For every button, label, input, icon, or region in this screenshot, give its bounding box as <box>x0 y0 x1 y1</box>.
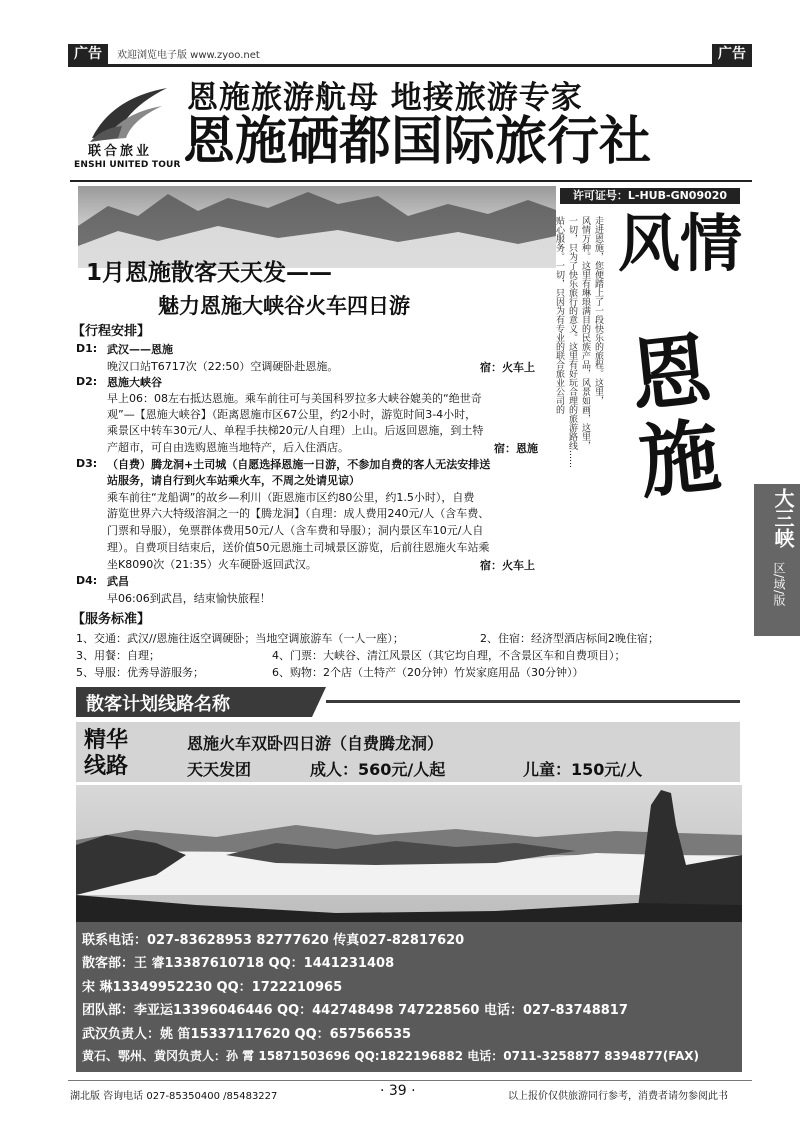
service-item: 2、住宿：经济型酒店标间2晚住宿； <box>480 632 659 645</box>
day-3-label: D3: <box>76 457 98 470</box>
footer-left-text: 湖北版 咨询电话 027-85350400 /85483227 <box>70 1091 278 1102</box>
calligraphy-line-1: 风情 <box>617 207 742 280</box>
day-2-title: 恩施大峡谷 <box>107 376 162 389</box>
day-2-stay: 宿：恩施 <box>494 442 538 455</box>
footer-right-text: 以上报价仅供旅游同行参考，消费者请勿参阅此书 <box>508 1091 728 1102</box>
day-3-line: 门票和导服），免票群体费用50元/人（含车费和导服）；洞内景区车10元/人自 <box>107 524 484 537</box>
day-3-line: 游览世界六大特级溶洞之一的【腾龙洞】（自理：成人费用240元/人（含车费、 <box>107 507 490 520</box>
contact-line: 武汉负责人：姚 笛15337117620 QQ：657566535 <box>82 1027 412 1042</box>
header-rule <box>70 180 752 182</box>
day-3-line: 乘车前往“龙船调”的故乡—利川（距恩施市区约80公里，约1.5小时），自费 <box>107 491 475 504</box>
route-schedule: 天天发团 <box>187 760 252 779</box>
day-1-label: D1: <box>76 342 98 355</box>
adult-price: 成人：560元/人起 <box>310 760 446 779</box>
promo-title: 1月恩施散客天天发—— <box>86 260 333 286</box>
day-1-title: 武汉——恩施 <box>107 343 173 356</box>
day-2-label: D2: <box>76 375 98 388</box>
day-4-label: D4: <box>76 574 98 587</box>
service-item: 4、门票：大峡谷、清江风景区（其它均自理，不含景区车和自费项目）； <box>272 649 626 662</box>
contact-line: 宋 琳13349952230 QQ：1722210965 <box>82 980 343 995</box>
day-2-line: 观”—【恩施大峡谷】（距离恩施市区67公里，约2小时，游览时间3-4小时， <box>107 408 477 421</box>
header-url-text: 欢迎浏览电子版 www.zyoo.net <box>117 50 260 61</box>
day-1-stay: 宿：火车上 <box>480 361 535 374</box>
service-item: 6、购物：2个店（土特产（20分钟）竹炭家庭用品（30分钟）） <box>272 666 584 679</box>
slogan: 恩施旅游航母 地接旅游专家 <box>187 80 583 116</box>
blurb-column-1: 走进恩施，您便踏上了一段快乐的旅程。这里， <box>593 216 603 405</box>
ad-tag-left: 广告 <box>68 44 108 64</box>
top-rule <box>68 64 752 67</box>
contact-line: 团队部：李亚运13396046446 QQ：442748498 747228560 电话：027-83748817 <box>82 1003 628 1018</box>
service-item: 3、用餐：自理； <box>76 649 160 662</box>
promo-subtitle: 魅力恩施大峡谷火车四日游 <box>158 294 410 318</box>
footer-rule <box>68 1080 752 1081</box>
contact-line: 联系电话：027-83628953 82777620 传真027-82817620 <box>82 933 465 948</box>
service-item: 1、交通：武汉//恩施往返空调硬卧；当地空调旅游车（一人一座）； <box>76 632 404 645</box>
day-3-line: 坐K8090次（21:35）火车硬卧返回武汉。 <box>107 558 317 571</box>
day-2-line: 早上06：08左右抵达恩施。乘车前往可与美国科罗拉多大峡谷媲美的“绝世奇 <box>107 392 482 405</box>
day-4-line: 早06:06到武昌，结束愉快旅程！ <box>107 592 271 605</box>
contact-line: 黄石、鄂州、黄冈负责人：孙 霄 15871503696 QQ:1822196882 电话：0711-3258877 8394877(FAX) <box>82 1049 700 1063</box>
blurb-column-4: 贴心服务。一切，只因为有专业的联合旅业公司的 <box>554 216 564 414</box>
side-tab-subtitle: 区/域/版 <box>772 562 786 607</box>
contact-panel <box>76 922 742 1072</box>
calligraphy-line-2: 恩施 <box>625 322 725 510</box>
blurb-column-2: 风情万种。这里有琳琅满目的民族产品，风景如画，这里， <box>580 216 590 450</box>
day-3-stay: 宿：火车上 <box>480 559 535 572</box>
contact-line: 散客部：王 睿13387610718 QQ：1441231408 <box>82 956 395 971</box>
service-item: 5、导服：优秀导游服务； <box>76 666 204 679</box>
route-tag: 精华线路 <box>84 728 129 779</box>
day-3-title-cont: 站服务，请自行到火车站乘火车，不周之处请见谅） <box>107 474 360 487</box>
day-2-line: 产超市，可自由选购恩施当地特产，后入住酒店。 <box>107 441 349 454</box>
child-price: 儿童：150元/人 <box>523 760 643 779</box>
services-heading: 【服务标准】 <box>72 612 151 627</box>
itinerary-heading: 【行程安排】 <box>72 324 151 339</box>
page-number: · 39 · <box>380 1083 416 1099</box>
day-1-line: 晚汉口站T6717次（22:50）空调硬卧赴恩施。 <box>107 360 339 373</box>
logo-english-name: ENSHI UNITED TOUR <box>74 160 181 170</box>
route-name: 恩施火车双卧四日游（自费腾龙洞） <box>187 734 444 753</box>
day-4-title: 武昌 <box>107 575 129 588</box>
day-2-line: 乘景区中转车30元/人、单程手扶梯20元/人自理）上山。后返回恩施，到土特 <box>107 424 484 437</box>
region-side-tab <box>754 484 800 636</box>
day-3-title: （自费）腾龙洞+土司城（自愿选择恩施一日游，不参加自费的客人无法安排送 <box>107 458 491 471</box>
logo-chinese-name: 联合旅业 <box>88 144 153 159</box>
side-tab-title: 大三峡 <box>771 488 795 548</box>
agency-name: 恩施硒都国际旅行社 <box>183 112 652 172</box>
ad-tag-right: 广告 <box>712 44 752 64</box>
landscape-photo <box>76 785 742 923</box>
route-bar-title: 散客计划线路名称 <box>86 694 230 715</box>
day-3-line: 理）。自费项目结束后，送价值50元恩施土司城景区游览，后前往恩施火车站乘 <box>107 541 490 554</box>
blurb-column-3: 一切，只为了快乐旅行的意义。这里有好玩合理的旅游路线…… <box>567 216 577 468</box>
license-number: 许可证号：L-HUB-GN09020 <box>560 188 740 204</box>
